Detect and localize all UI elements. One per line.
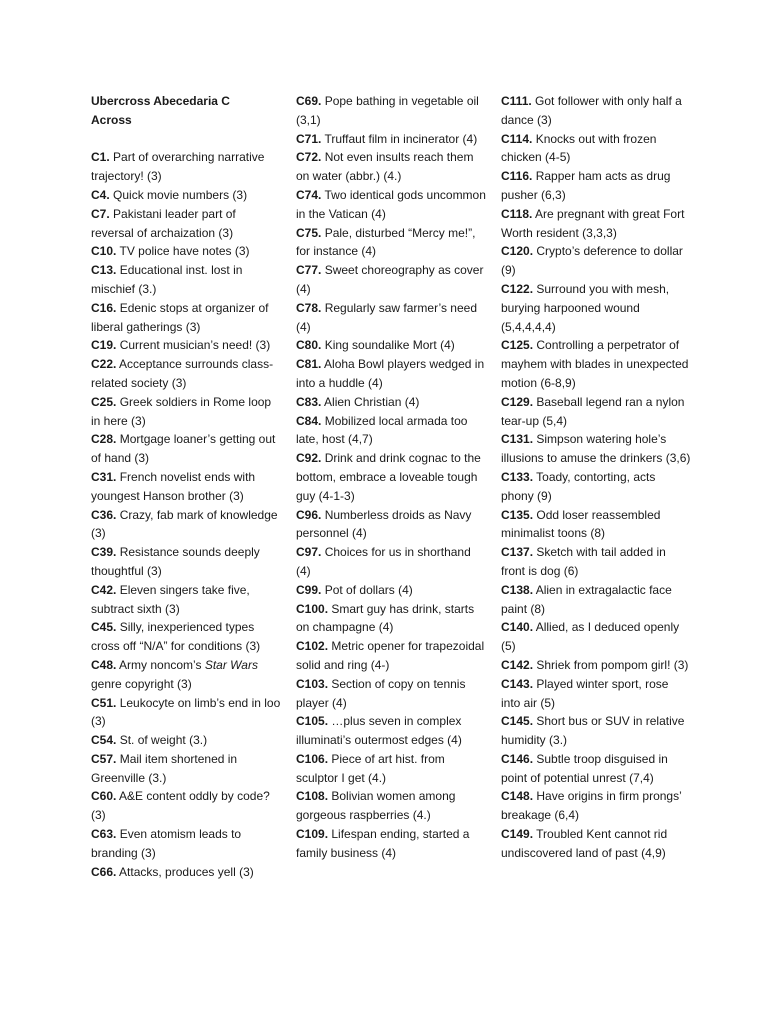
clue-number: C135. — [501, 507, 534, 522]
clue-text: Controlling a perpetrator of mayhem with blades in unexpected motion (6-8,9) — [501, 338, 689, 390]
clue-item — [501, 336, 691, 392]
clue-item — [296, 581, 486, 600]
clue-column-1 — [91, 92, 281, 881]
clue-item — [91, 863, 281, 882]
clue-item — [501, 430, 691, 468]
clue-item — [296, 261, 486, 299]
clue-item — [296, 355, 486, 393]
clue-text: Mail item shortened in Greenville (3.) — [91, 751, 238, 785]
clue-text: Army noncom’s Star Wars genre copyright (3) — [91, 657, 258, 691]
clue-item — [296, 412, 486, 450]
clue-text: Part of overarching narrative trajectory! (3) — [91, 150, 265, 184]
clue-item — [91, 506, 281, 544]
clue-number: C83. — [296, 394, 322, 409]
clue-number: C51. — [91, 695, 117, 710]
clue-text: King soundalike Mort (4) — [324, 338, 455, 353]
clue-item — [501, 280, 691, 336]
clue-item — [91, 299, 281, 337]
clue-item — [296, 675, 486, 713]
clue-item — [91, 656, 281, 694]
clue-text: Pope bathing in vegetable oil (3,1) — [296, 94, 479, 127]
clue-item — [91, 261, 281, 299]
clue-number: C108. — [296, 789, 329, 804]
clue-text: Regularly saw farmer’s need (4) — [296, 300, 477, 334]
clue-number: C133. — [501, 469, 534, 484]
clue-number: C31. — [91, 469, 117, 484]
clue-item — [91, 393, 281, 431]
document-title-line-2: Across — [91, 112, 132, 127]
clue-item — [91, 148, 281, 186]
clue-item — [296, 449, 486, 505]
clue-text: Pale, disturbed “Mercy me!”, for instance (4) — [296, 225, 476, 259]
clue-number: C22. — [91, 357, 117, 372]
clue-item — [501, 675, 691, 713]
clue-item — [296, 787, 486, 825]
clue-text: A&E content oddly by code? (3) — [91, 789, 270, 823]
clue-text: Allied, as I deduced openly (5) — [501, 620, 680, 654]
clue-number: C4. — [91, 187, 110, 202]
clue-text: Metric opener for trapezoidal solid and ring (4-) — [296, 639, 485, 672]
clue-item — [91, 468, 281, 506]
clue-item — [91, 355, 281, 393]
clue-text: Drink and drink cognac to the bottom, embrace a loveable tough guy (4-1-3) — [296, 451, 481, 503]
clue-column-3 — [501, 92, 691, 863]
clue-text: Sweet choreography as cover (4) — [296, 263, 484, 296]
clue-text: Have origins in firm prongs’ breakage (6,4) — [501, 789, 682, 823]
clue-text: Alien in extragalactic face paint (8) — [501, 582, 672, 616]
clue-number: C66. — [91, 864, 117, 879]
clue-text: Odd loser reassembled minimalist toons (8) — [501, 507, 661, 541]
clue-text: Not even insults reach them on water (abbr.) (4.) — [296, 150, 474, 184]
clue-item — [296, 825, 486, 863]
clue-number: C105. — [296, 714, 329, 729]
clue-item — [91, 430, 281, 468]
clue-number: C146. — [501, 751, 534, 766]
clue-text: Got follower with only half a dance (3) — [501, 94, 682, 127]
clue-text: Eleven singers take five, subtract sixth (3) — [91, 582, 250, 616]
document-title — [91, 92, 281, 130]
clue-item — [501, 92, 691, 130]
clue-item — [296, 336, 486, 355]
clue-number: C81. — [296, 357, 322, 372]
clue-item — [91, 618, 281, 656]
clue-item — [501, 242, 691, 280]
clue-item — [91, 787, 281, 825]
clue-item — [296, 299, 486, 337]
clue-text: Mobilized local armada too late, host (4,7) — [296, 413, 468, 447]
clue-text: French novelist ends with youngest Hanson brother (3) — [91, 469, 256, 503]
clue-number: C28. — [91, 432, 117, 447]
clue-number: C142. — [501, 657, 534, 672]
clue-number: C1. — [91, 150, 110, 165]
clue-item — [501, 712, 691, 750]
clue-item — [91, 825, 281, 863]
clue-text: Troubled Kent cannot rid undiscovered land of past (4,9) — [501, 827, 668, 860]
clue-item — [501, 393, 691, 431]
clue-list-3 — [501, 92, 691, 863]
title-spacer — [91, 130, 281, 149]
clue-item — [91, 186, 281, 205]
clue-text: St. of weight (3.) — [119, 733, 208, 748]
clue-item — [501, 787, 691, 825]
clue-item — [91, 336, 281, 355]
clue-item — [501, 130, 691, 168]
clue-number: C78. — [296, 300, 322, 315]
clue-item — [501, 468, 691, 506]
clue-item — [91, 694, 281, 732]
clue-item — [296, 130, 486, 149]
clue-text: Piece of art hist. from sculptor I get (4.) — [296, 751, 445, 785]
clue-number: C137. — [501, 545, 534, 560]
clue-number: C96. — [296, 507, 322, 522]
clue-number: C99. — [296, 582, 322, 597]
clue-number: C120. — [501, 244, 534, 259]
clue-number: C148. — [501, 789, 534, 804]
clue-text: Smart guy has drink, starts on champagne (4) — [296, 601, 475, 635]
clue-text: Played winter sport, rose into air (5) — [501, 676, 669, 710]
clue-number: C60. — [91, 789, 117, 804]
clue-text: Knocks out with frozen chicken (4-5) — [501, 131, 657, 165]
clue-number: C125. — [501, 338, 534, 353]
clue-text: Resistance sounds deeply thoughtful (3) — [91, 545, 260, 578]
clue-item — [296, 712, 486, 750]
clue-item — [296, 92, 486, 130]
clue-text: Acceptance surrounds class-related society (3) — [91, 357, 274, 390]
clue-number: C48. — [91, 657, 117, 672]
clue-text: Educational inst. lost in mischief (3.) — [91, 263, 243, 296]
clue-item — [296, 393, 486, 412]
clue-item — [91, 205, 281, 243]
clue-item — [91, 750, 281, 788]
clue-text: Greek soldiers in Rome loop in here (3) — [91, 394, 272, 428]
clue-number: C149. — [501, 827, 534, 842]
clue-number: C92. — [296, 451, 322, 466]
clue-text: Rapper ham acts as drug pusher (6,3) — [501, 169, 671, 202]
clue-item — [296, 543, 486, 581]
clue-number: C106. — [296, 751, 329, 766]
clue-number: C10. — [91, 244, 117, 259]
clue-item — [501, 750, 691, 788]
clue-text: Baseball legend ran a nylon tear-up (5,4) — [501, 394, 685, 428]
clue-item — [501, 205, 691, 243]
clue-number: C103. — [296, 676, 329, 691]
clue-number: C102. — [296, 639, 329, 654]
clue-number: C13. — [91, 263, 117, 278]
clue-number: C16. — [91, 300, 117, 315]
clue-text: Crazy, fab mark of knowledge (3) — [91, 507, 278, 541]
clue-text: Bolivian women among gorgeous raspberries (4.) — [296, 789, 456, 823]
clue-text: Quick movie numbers (3) — [113, 187, 248, 202]
clue-item — [501, 581, 691, 619]
clue-number: C54. — [91, 733, 117, 748]
clue-text: Sketch with tail added in front is dog (6) — [501, 545, 666, 578]
clue-number: C75. — [296, 225, 322, 240]
clue-number: C72. — [296, 150, 322, 165]
clue-number: C84. — [296, 413, 322, 428]
clue-number: C140. — [501, 620, 534, 635]
clue-text: Subtle troop disguised in point of potential unrest (7,4) — [501, 751, 668, 785]
clue-text: Even atomism leads to branding (3) — [91, 827, 242, 860]
clue-text: Section of copy on tennis player (4) — [296, 676, 466, 710]
clue-item — [296, 148, 486, 186]
clue-text: Simpson watering hole’s illusions to amuse the drinkers (3,6) — [501, 432, 691, 466]
clue-number: C74. — [296, 187, 322, 202]
clue-number: C63. — [91, 827, 117, 842]
clue-number: C97. — [296, 545, 322, 560]
clue-text: Pakistani leader part of reversal of archaization (3) — [91, 206, 236, 240]
clue-number: C7. — [91, 206, 110, 221]
clue-list-1 — [91, 148, 281, 881]
clue-text: Shriek from pompom girl! (3) — [536, 657, 689, 672]
clue-item — [296, 750, 486, 788]
clue-number: C122. — [501, 281, 534, 296]
clue-column-2 — [296, 92, 486, 863]
clue-text: Two identical gods uncommon in the Vatican (4) — [296, 187, 486, 221]
clue-item — [501, 167, 691, 205]
clue-number: C129. — [501, 394, 534, 409]
clue-text: Edenic stops at organizer of liberal gatherings (3) — [91, 300, 269, 334]
clue-text: Are pregnant with great Fort Worth resident (3,3,3) — [501, 206, 685, 240]
clue-text: Silly, inexperienced types cross off “N/A” for conditions (3) — [91, 620, 261, 654]
clue-item — [296, 506, 486, 544]
clue-text: Leukocyte on limb’s end in loo (3) — [91, 695, 281, 729]
clue-text: Aloha Bowl players wedged in into a huddle (4) — [296, 357, 485, 390]
clue-text: Mortgage loaner’s getting out of hand (3) — [91, 432, 276, 466]
clue-number: C71. — [296, 131, 322, 146]
clue-number: C19. — [91, 338, 117, 353]
clue-number: C39. — [91, 545, 117, 560]
clue-number: C111. — [501, 94, 532, 108]
clue-text: Short bus or SUV in relative humidity (3.) — [501, 714, 685, 748]
clue-text: Choices for us in shorthand (4) — [296, 545, 471, 578]
clue-item — [91, 242, 281, 261]
clue-item — [296, 186, 486, 224]
clue-text: Attacks, produces yell (3) — [119, 864, 254, 879]
clue-number: C80. — [296, 338, 322, 353]
clue-item — [296, 637, 486, 675]
clue-item — [296, 600, 486, 638]
clue-emphasis: Star Wars — [204, 657, 258, 672]
clue-number: C69. — [296, 94, 322, 108]
clue-text: Lifespan ending, started a family business (4) — [296, 827, 470, 860]
clue-number: C109. — [296, 827, 329, 842]
clue-item — [296, 224, 486, 262]
clue-number: C143. — [501, 676, 534, 691]
clue-item — [501, 543, 691, 581]
clue-number: C77. — [296, 263, 322, 278]
clue-number: C57. — [91, 751, 117, 766]
clue-text: Numberless droids as Navy personnel (4) — [296, 507, 472, 541]
clue-number: C100. — [296, 601, 329, 616]
clue-number: C42. — [91, 582, 117, 597]
clue-text: Truffaut film in incinerator (4) — [324, 131, 478, 146]
clue-text: TV police have notes (3) — [119, 244, 250, 259]
clue-item — [501, 506, 691, 544]
clue-text: …plus seven in complex illuminati’s outermost edges (4) — [296, 714, 462, 748]
clue-text: Alien Christian (4) — [324, 394, 420, 409]
clue-item — [91, 581, 281, 619]
clue-text: Surround you with mesh, burying harpooned wound (5,4,4,4,4) — [501, 281, 670, 334]
clue-number: C45. — [91, 620, 117, 635]
clue-text: Crypto’s deference to dollar (9) — [501, 244, 683, 278]
clue-item — [501, 656, 691, 675]
clue-number: C36. — [91, 507, 117, 522]
clue-text: Current musician’s need! (3) — [119, 338, 271, 353]
clue-number: C116. — [501, 169, 533, 184]
clue-number: C114. — [501, 131, 533, 146]
clue-list-2 — [296, 92, 486, 863]
clue-item — [501, 825, 691, 863]
clue-item — [501, 618, 691, 656]
clue-number: C131. — [501, 432, 534, 447]
clue-item — [91, 731, 281, 750]
clue-number: C145. — [501, 714, 534, 729]
document-title-line-1: Ubercross Abecedaria C — [91, 94, 230, 108]
clue-text: Pot of dollars (4) — [324, 582, 413, 597]
clue-item — [91, 543, 281, 581]
clue-number: C118. — [501, 206, 533, 221]
clue-number: C138. — [501, 582, 534, 597]
clue-text: Toady, contorting, acts phony (9) — [501, 469, 656, 503]
clue-number: C25. — [91, 394, 117, 409]
